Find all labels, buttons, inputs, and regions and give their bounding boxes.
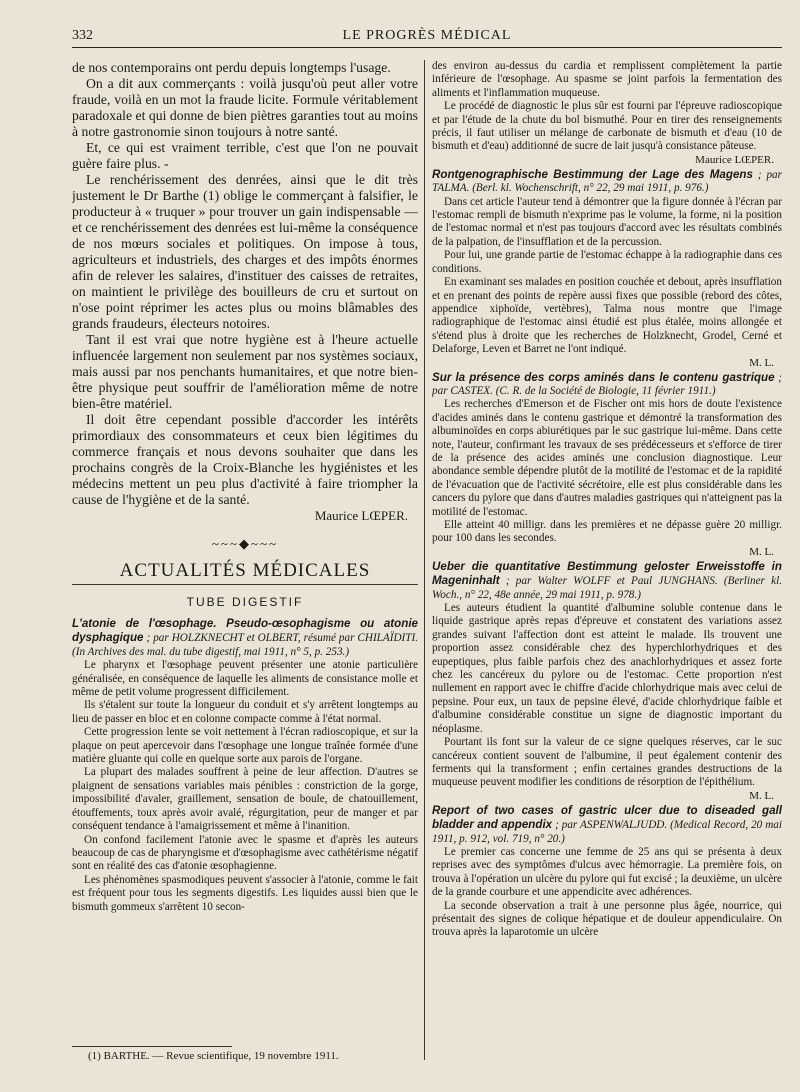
article-reference: ; par CASTEX. (C. R. de la Société de Biologie, 11 février 1911.) [432, 371, 782, 397]
paragraph: des environ au-dessus du cardia et remplissent complètement la partie inférieure de l'œsophage. Au spasme se joint parfois la fermentation des aliments et l'inflammation muqueuse. [432, 60, 782, 99]
paragraph: Le renchérissement des denrées, ainsi que le dit très justement le Dr Barthe (1) oblige le commerçant à falsifier, le producteur à « truquer » pour trouver un gain indispensable — et ce renchérissement des denrées est lui-même la conséquence de nos mœurs sociales et politiques. On impose à tous, agriculteurs et industriels, des charges et des impôts énormes afin de relever les salaires, d'instituer des caisses de retraites, on maintient le privilège des bouilleurs de cru et surtout on n'ose point réprimer les actes plus ou moins blâmables des grands fraudeurs, électeurs notoires. [72, 172, 418, 331]
paragraph: Les recherches d'Emerson et de Fischer ont mis hors de doute l'existence d'acides aminés dans le contenu gastrique et démontré la transformation des albuminoïdes en corps abiurétiques par le suc gastrique lui-même. Dans cette note, l'auteur, confirmant les travaux de ses prédécesseurs et s'efforce de tirer de la présence des acides aminés une conclusion diagnostique. Leur abondance semble dépendre plutôt de la motilité de l'estomac et de la rapidité de l'évacuation que de l'activité sécrétoire, elle est plus considérable dans les cancers du pylore que dans d'autres maladies gastriques qui n'atteignent pas la motilité de l'estomac. [432, 398, 782, 518]
paragraph: Le procédé de diagnostic le plus sûr est fourni par l'épreuve radioscopique et par l'étude de la chute du bol bismuthé. Pour en tirer des renseignements précis, il faut utiliser un mélange de carbonate de bismuth et d'eau (10 de bismuth et d'eau) additionné de sucre de lait jusqu'à consistance pâteuse. [432, 100, 782, 153]
paragraph: Ils s'étalent sur toute la longueur du conduit et s'y arrêtent longtemps au lieu de passer en bloc et en colonne compacte comme à l'état normal. [72, 699, 418, 725]
paragraph: La seconde observation a trait à une personne plus âgée, nourrice, qui présentait des signes de colique hépatique et de douleur appendiculaire. On trouva après la laparotomie un ulcère [432, 899, 782, 939]
article-reference: ; par ASPENWALJUDD. (Medical Record, 20 mai 1911, p. 912, vol. 719, n° 20.) [432, 819, 782, 845]
paragraph: On confond facilement l'atonie avec le spasme et d'après les auteurs beaucoup de cas de pharyngisme et d'œsophagisme avec cathétérisme négatif sont en réalité des cas d'atonie œsophagienne. [72, 833, 418, 873]
paragraph: Le pharynx et l'œsophage peuvent présenter une atonie particulière généralisée, en conséquence de laquelle les aliments de consistance molle et même de petit volume progressent difficilement. [72, 659, 418, 699]
header-rule [72, 47, 782, 48]
paragraph: En examinant ses malades en position couchée et debout, après insufflation et en prenant des points de repère aussi fixes que possible (rebord des côtes, appendice xiphoïde, vertèbres), Talma nous montre que l'image radiographique de l'estomac ainsi étudié est plus étalée, moins allongée et s'étend plus à droite que les recherches de Holzknecht, Grodel, Cerné et Delaforge, Leven et Barret ne l'ont indiqué. [432, 276, 782, 356]
paragraph: Tant il est vrai que notre hygiène est à l'heure actuelle influencée largement non seulement par nos systèmes sociaux, mais aussi par nos penchants humanitaires, et que notre bien-être physique peut souffrir de l'amélioration même de notre bien-être matériel. [72, 332, 418, 411]
author-signature: Maurice LŒPER. [314, 508, 408, 523]
page-header [72, 26, 782, 46]
paragraph: Elle atteint 40 milligr. dans les premières et ne dépasse guère 20 milligr. pour 100 dans les secondes. [432, 519, 782, 545]
ornamental-separator: ~~~◆~~~ [211, 536, 279, 551]
article-heading [432, 371, 782, 399]
page-number: 332 [72, 28, 93, 43]
paragraph: de nos contemporains ont perdu depuis longtemps l'usage. [72, 60, 391, 75]
article-heading [72, 617, 418, 659]
column-divider [424, 60, 425, 1060]
paragraph: Pourtant ils font sur la valeur de ce signe quelques réserves, car le suc cancéreux contient souvent de l'albumine, il peut également contenir des ferments qui la transforment ; enfin certaines grandes destructions de la muqueuse peuvent modifier les conditions de résorption de l'épithélium. [432, 736, 782, 789]
paragraph: Les auteurs étudient la quantité d'albumine soluble contenue dans le liquide gastrique après repas d'épreuve et constatent des variations assez grandes suivant l'affection dont est atteint le malade. Ils trouvent une proportion assez considérable chez des hyperchlorhydriques et des eupeptiques, plus faible parfois chez des anachlorhydriques et assez forte chez les cancéreux du pylore ou de l'estomac. Cette proportion n'est nullement en rapport avec le chiffre d'acide chlorhydrique mais avec celui de pepsine. Pour eux, un taux de pepsine élevé, d'acide chlorhydrique faible et d'albumine considérable constitue un signe de diagnostic important du néoplasme. [432, 602, 782, 735]
article-reference: ; par HOLZKNECHT et OLBERT, résumé par CHILAÏDITI. (In Archives des mal. du tube digestif, mai 1911, n° 5, p. 253.) [72, 632, 418, 658]
footnote: (1) BARTHE. — Revue scientifique, 19 novembre 1911. [88, 1050, 339, 1062]
paragraph: Le premier cas concerne une femme de 25 ans qui se présenta à deux reprises avec des symptômes d'ulcus avec hémorragie. La première fois, on trouva à l'opération un ulcère du pylore qui fut excisé ; la deuxième, un ulcère de la grande courbure et une appendicite avec adhérences. [432, 845, 782, 899]
article-title: Ueber die quantitative Bestimmung geloster Erweisstoffe in Mageninhalt [432, 559, 782, 588]
paragraph: Dans cet article l'auteur tend à démontrer que la figure donnée à l'écran par l'estomac rempli de bismuth n'exprime pas le volume, la forme, ni la position de l'estomac normal et n'est pas toujours d'accord avec les résultats combinés de la palpation, de l'insufflation et de la percussion. [432, 195, 782, 248]
article-title: L'atonie de l'œsophage. Pseudo-œsophagisme ou atonie dysphagique [72, 617, 418, 645]
paragraph: Les phénomènes spasmodiques peuvent s'associer à l'atonie, comme le fait est fréquent pour tous les segments digestifs. Les liquides aussi bien que le bismuth gommeux s'arrêtent 10 secon- [72, 873, 418, 913]
footnote-rule [72, 1046, 232, 1047]
section-title: ACTUALITÉS MÉDICALES [72, 560, 418, 585]
paragraph: Pour lui, une grande partie de l'estomac échappe à la radiographie dans ces conditions. [432, 249, 782, 275]
article-title: Report of two cases of gastric ulcer due to diseaded gall bladder and appendix [432, 803, 782, 832]
paragraph: Il doit être cependant possible d'accorder les intérêts primordiaux des consommateurs et ceux bien légitimes du commerce français et nous devons souhaiter que dans les prochains congrès de la Croix-Blanche les hygiénistes et les médecins mettent un peu plus d'activité à faire triompher la cause de l'hygiène et de la santé. [72, 412, 418, 507]
author-signature: M. L. [749, 545, 774, 558]
paragraph: Et, ce qui est vraiment terrible, c'est que l'on ne pouvait guère faire plus. - [72, 140, 418, 171]
article-reference: ; par Walter WOLFF et Paul JUNGHANS. (Berliner kl. Woch., n° 22, 48e année, 29 mai 1911, p. 978.) [432, 575, 782, 601]
author-signature: M. L. [749, 356, 774, 369]
left-column [72, 60, 418, 914]
author-signature: M. L. [749, 789, 774, 802]
paragraph: On a dit aux commerçants : voilà jusqu'où peut aller votre fraude, voilà en un mot la fraude licite. Formule véritablement paradoxale et qui donne de bien piètres garanties tout au moins à notre gastronomie sinon toujours à notre santé. [72, 76, 418, 139]
right-column [432, 60, 782, 940]
paragraph: Cette progression lente se voit nettement à l'écran radioscopique, et sur la plaque on peut apercevoir dans l'œsophage une longue traînée formée d'une matière gluante qui colle en quelque sorte aux parois de l'organe. [72, 726, 418, 766]
article-title: Rontgenographische Bestimmung der Lage des Magens [432, 167, 753, 181]
article-reference: ; par TALMA. (Berl. kl. Wochenschrift, n° 22, 29 mai 1911, p. 976.) [432, 168, 782, 195]
article-heading [432, 560, 782, 602]
running-title: LE PROGRÈS MÉDICAL [342, 28, 512, 43]
paragraph: La plupart des malades souffrent à peine de leur affection. D'autres se plaignent de sensations variables mais pénibles : constriction de la gorge, impossibilité d'avaler, graillement, sensation de boule, de chatouillement, étouffements, toux après avoir avalé, régurgitation, peur de manger et par conséquent tendance à l'amaigrissement et même à l'inanition. [72, 766, 418, 833]
article-title: Sur la présence des corps aminés dans le contenu gastrique [432, 370, 775, 384]
article-heading [432, 804, 782, 846]
subsection-title: TUBE DIGESTIF [186, 595, 304, 609]
author-signature: Maurice LŒPER. [695, 153, 774, 166]
article-heading [432, 168, 782, 196]
